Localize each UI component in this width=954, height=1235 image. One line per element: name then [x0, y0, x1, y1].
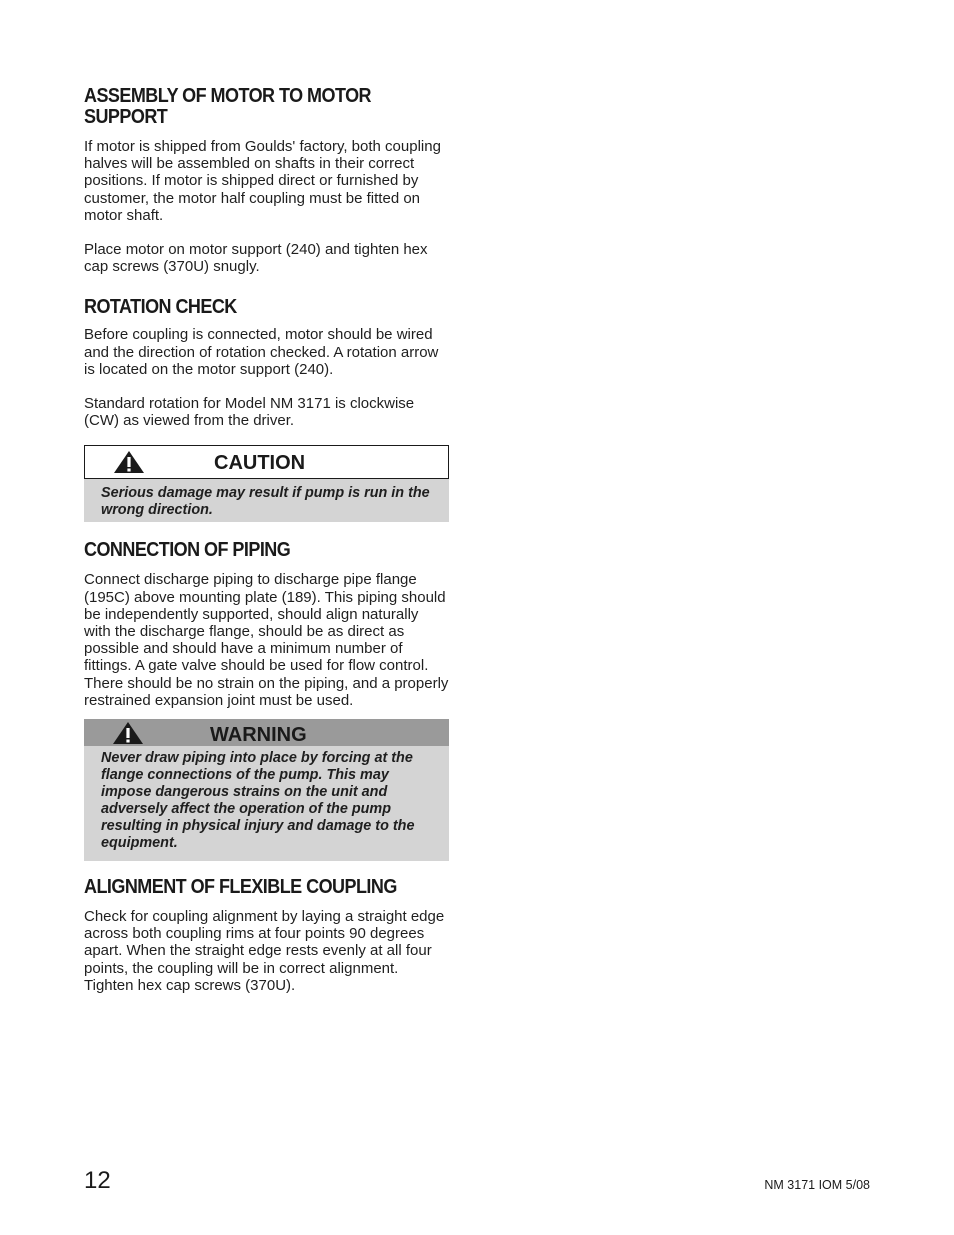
caution-header [84, 445, 449, 479]
warning-text: Never draw piping into place by forcing at the flange connections of the pump. This may impose dangerous strains on the unit and adversely affect the operation of the pump resulting in physical injury and damage to the equipment. [101, 750, 415, 852]
caution-text: Serious damage may result if pump is run in the wrong direction. [101, 485, 430, 519]
section-assembly [84, 86, 449, 275]
paragraph: Standard rotation for Model NM 3171 is clockwise (CW) as viewed from the driver. [84, 395, 415, 430]
section-heading-rotation: ROTATION CHECK [84, 296, 237, 319]
warning-triangle-icon [113, 450, 145, 474]
paragraph: Connect discharge piping to discharge pipe flange (195C) above mounting plate (189). This piping should be independently supported, should align naturally with the discharge flange, should be as direct as possible and should have a minimum number of fittings. A gate valve should be used for flow control. There should be no strain on the piping, and a properly restrained expansion joint must be used. [84, 571, 449, 709]
warning-triangle-icon [112, 721, 144, 745]
page-number: 12 [84, 1167, 111, 1194]
section-piping [84, 540, 449, 709]
caution-title: CAUTION [214, 452, 306, 475]
warning-header [84, 719, 449, 746]
section-heading-assembly: ASSEMBLY OF MOTOR TO MOTOR SUPPORT [84, 85, 372, 128]
main-column [84, 86, 449, 994]
paragraph: Before coupling is connected, motor should be wired and the direction of rotation checked. A rotation arrow is located on the motor support (240). [84, 326, 439, 378]
section-heading-alignment: ALIGNMENT OF FLEXIBLE COUPLING [84, 876, 397, 899]
document-code: NM 3171 IOM 5/08 [764, 1178, 870, 1192]
warning-title: WARNING [210, 724, 307, 747]
paragraph: If motor is shipped from Goulds' factory, both coupling halves will be assembled on shafts in their correct positions. If motor is shipped direct or furnished by customer, the motor half coupling must be fitted on motor shaft. [84, 138, 441, 224]
section-rotation [84, 297, 449, 429]
caution-box [84, 445, 449, 522]
paragraph: Place motor on motor support (240) and tighten hex cap screws (370U) snugly. [84, 241, 428, 276]
paragraph: Check for coupling alignment by laying a straight edge across both coupling rims at four points 90 degrees apart. When the straight edge rests evenly at all four points, the coupling will be in correct alignment. Tighten hex cap screws (370U). [84, 908, 445, 994]
warning-box [84, 719, 449, 861]
section-alignment [84, 877, 449, 994]
section-heading-piping: CONNECTION OF PIPING [84, 539, 291, 562]
